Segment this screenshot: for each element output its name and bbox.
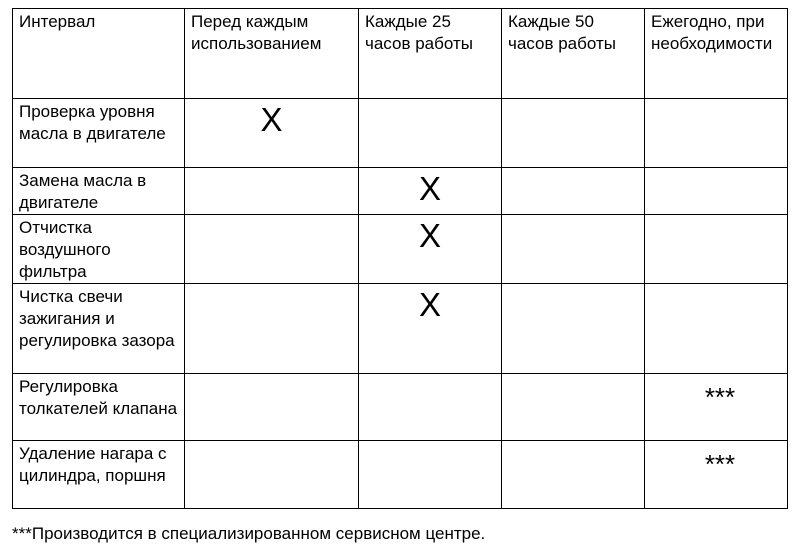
footnote-text: ***Производится в специализированном сервисном центре. [12, 524, 486, 543]
mark-every-50-hours [502, 374, 645, 441]
mark-every-25-hours: X [359, 215, 502, 284]
mark-yearly [645, 168, 788, 215]
mark-before-each-use [185, 441, 359, 509]
task-cell: Проверка уровня масла в двигателе [13, 99, 185, 168]
mark-every-25-hours: X [359, 168, 502, 215]
mark-yearly [645, 215, 788, 284]
mark-before-each-use: X [185, 99, 359, 168]
mark-every-25-hours [359, 374, 502, 441]
header-every-50-hours: Каждые 50 часов работы [502, 9, 645, 99]
mark-every-25-hours: X [359, 284, 502, 374]
mark-before-each-use [185, 374, 359, 441]
table-row [13, 374, 788, 441]
mark-every-50-hours [502, 284, 645, 374]
mark-every-50-hours [502, 168, 645, 215]
table-row [13, 99, 788, 168]
mark-every-50-hours [502, 99, 645, 168]
table-row [13, 441, 788, 509]
table-row [13, 168, 788, 215]
header-before-each-use: Перед каждым использованием [185, 9, 359, 99]
mark-every-25-hours [359, 441, 502, 509]
table-row [13, 215, 788, 284]
task-cell: Чистка свечи зажигания и регулировка зазора [13, 284, 185, 374]
mark-yearly [645, 99, 788, 168]
mark-before-each-use [185, 215, 359, 284]
mark-every-50-hours [502, 441, 645, 509]
mark-before-each-use [185, 168, 359, 215]
task-cell: Регулировка толкателей клапана [13, 374, 185, 441]
maintenance-schedule-table [12, 8, 788, 509]
header-interval: Интервал [13, 9, 185, 99]
table-header-row [13, 9, 788, 99]
mark-every-25-hours [359, 99, 502, 168]
mark-before-each-use [185, 284, 359, 374]
mark-yearly [645, 284, 788, 374]
task-cell: Замена масла в двигателе [13, 168, 185, 215]
mark-yearly: *** [645, 374, 788, 441]
header-every-25-hours: Каждые 25 часов работы [359, 9, 502, 99]
task-cell: Удаление нагара с цилиндра, поршня [13, 441, 185, 509]
mark-yearly: *** [645, 441, 788, 509]
task-cell: Отчистка воздушного фильтра [13, 215, 185, 284]
table-row [13, 284, 788, 374]
mark-every-50-hours [502, 215, 645, 284]
header-yearly: Ежегодно, при необходимости [645, 9, 788, 99]
